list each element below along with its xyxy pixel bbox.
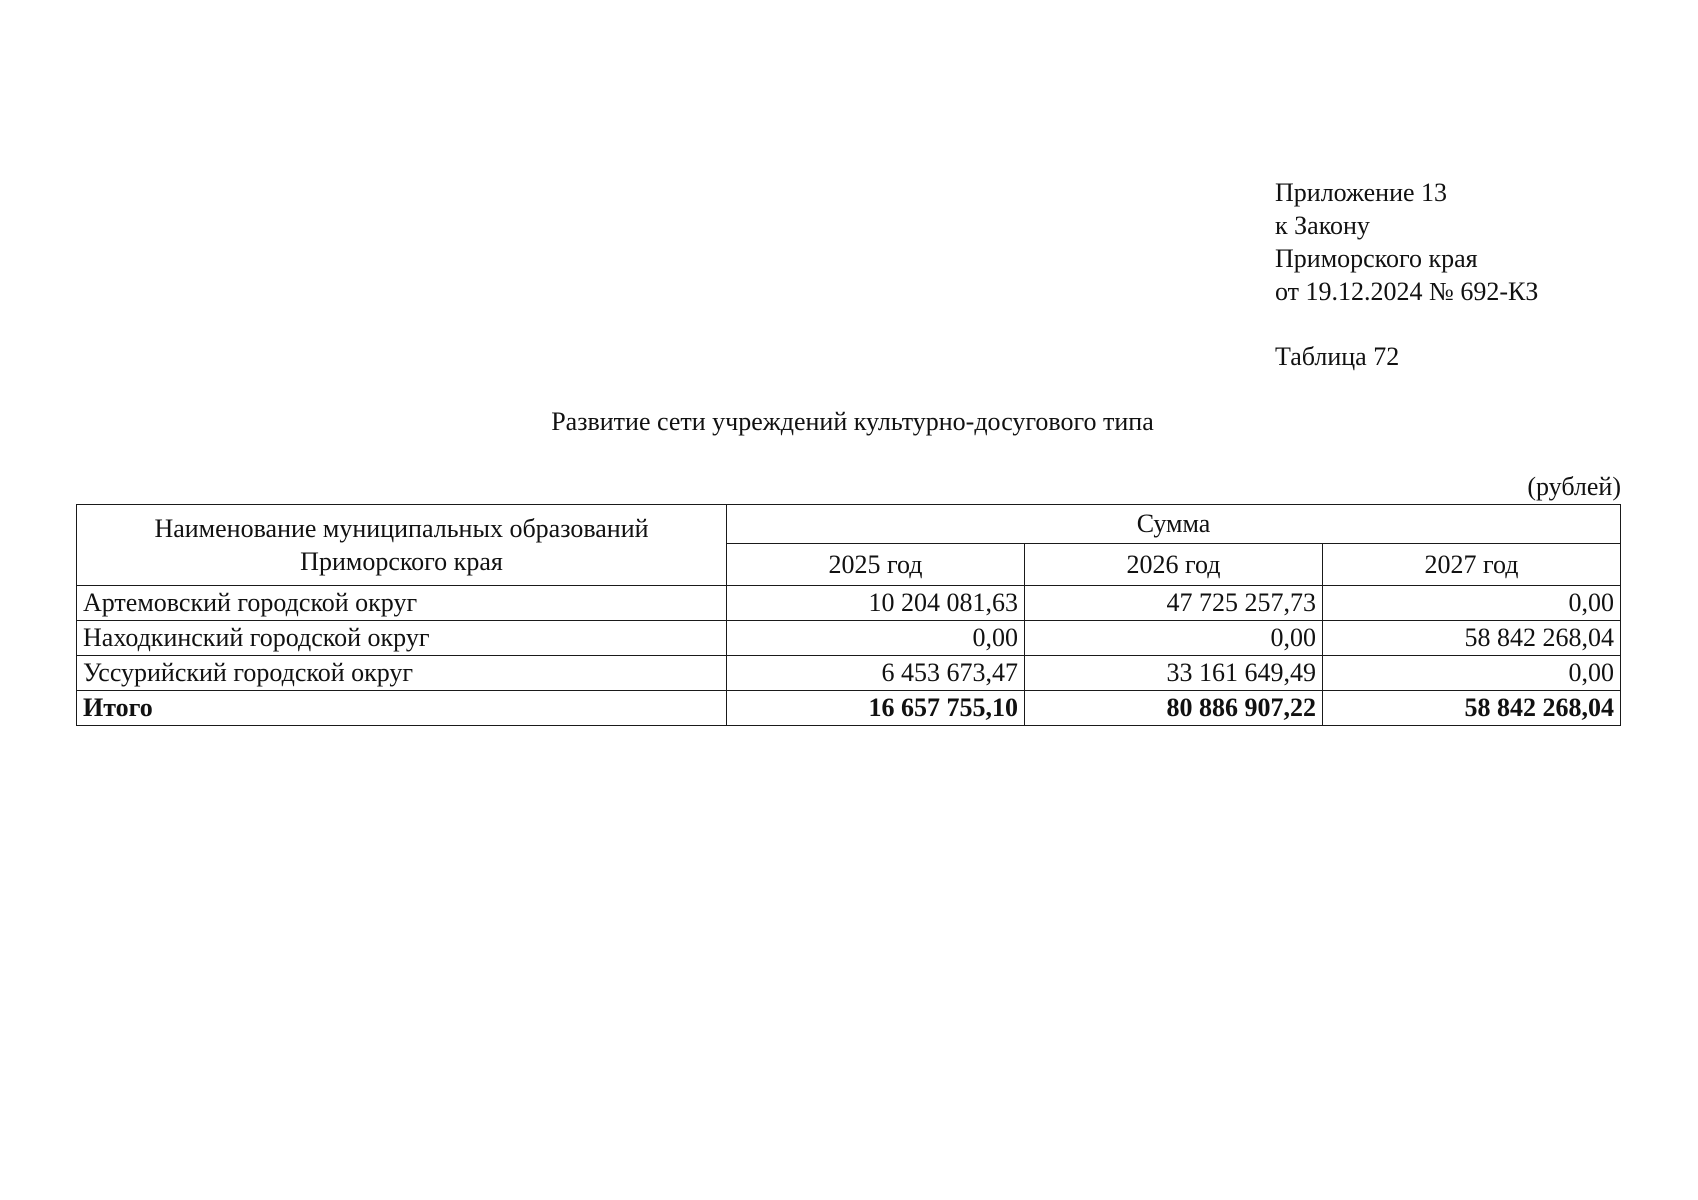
appendix-block	[1275, 176, 1538, 308]
municipality-name: Артемовский городской округ	[77, 586, 727, 621]
municipality-name: Находкинский городской округ	[77, 621, 727, 656]
total-2025: 16 657 755,10	[727, 691, 1025, 726]
table-row	[77, 621, 1621, 656]
amount-2027: 0,00	[1323, 586, 1621, 621]
amount-2027: 0,00	[1323, 656, 1621, 691]
amount-2025: 6 453 673,47	[727, 656, 1025, 691]
header-year: 2026 год	[1025, 544, 1323, 586]
header-year: 2025 год	[727, 544, 1025, 586]
table-row	[77, 656, 1621, 691]
document-title-text: Развитие сети учреждений культурно-досугового типа	[551, 407, 1154, 436]
amount-2026: 33 161 649,49	[1025, 656, 1323, 691]
table-number: Таблица 72	[1275, 342, 1400, 371]
total-row	[77, 691, 1621, 726]
appendix-line: Приморского края	[1275, 244, 1478, 273]
header-municipality-line2: Приморского края	[300, 547, 503, 576]
amount-2026: 47 725 257,73	[1025, 586, 1323, 621]
table-row	[77, 586, 1621, 621]
header-municipality	[77, 505, 727, 586]
total-2026: 80 886 907,22	[1025, 691, 1323, 726]
document-title	[0, 405, 1698, 438]
total-2027: 58 842 268,04	[1323, 691, 1621, 726]
total-label: Итого	[77, 691, 727, 726]
amount-2026: 0,00	[1025, 621, 1323, 656]
header-municipality-line1: Наименование муниципальных образований	[154, 514, 649, 543]
header-sum: Сумма	[727, 505, 1621, 544]
amount-2025: 0,00	[727, 621, 1025, 656]
budget-table	[76, 504, 1621, 726]
appendix-line: к Закону	[1275, 211, 1370, 240]
amount-2027: 58 842 268,04	[1323, 621, 1621, 656]
units-label: (рублей)	[1527, 472, 1621, 501]
header-year: 2027 год	[1323, 544, 1621, 586]
appendix-line: от 19.12.2024 № 692-КЗ	[1275, 277, 1539, 306]
appendix-line: Приложение 13	[1275, 178, 1448, 207]
amount-2025: 10 204 081,63	[727, 586, 1025, 621]
municipality-name: Уссурийский городской округ	[77, 656, 727, 691]
